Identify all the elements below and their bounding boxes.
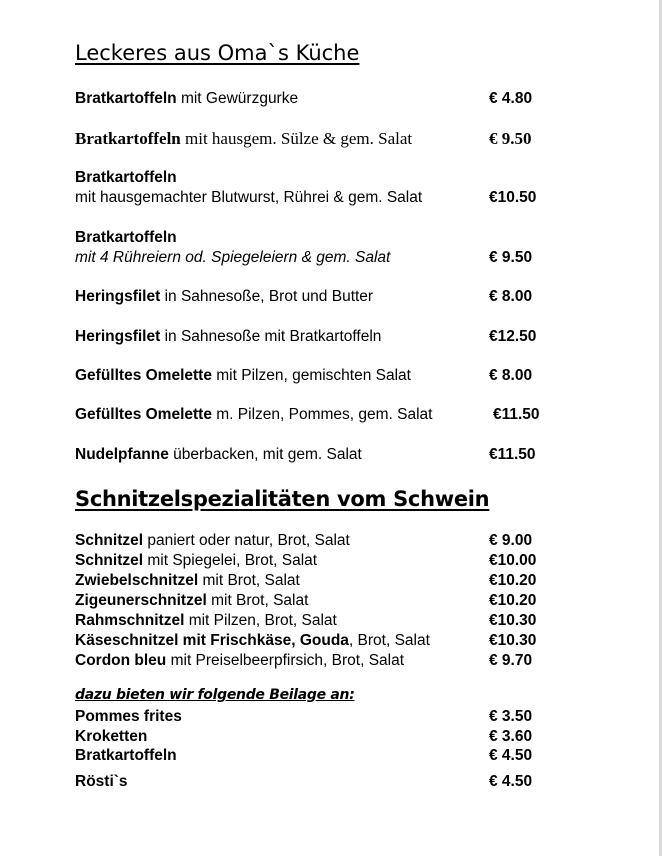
dish-description: mit Brot, Salat xyxy=(206,592,309,609)
dish-name: Heringsfilet xyxy=(75,328,161,345)
dish-name: Bratkartoffeln xyxy=(75,169,177,186)
side-name: Pommes frites xyxy=(75,708,182,725)
dish-description: überbacken, mit gem. Salat xyxy=(168,446,362,463)
side-name: Rösti`s xyxy=(75,773,128,790)
dish-name: Heringsfilet xyxy=(75,288,161,305)
dish-name: Rahmschnitzel xyxy=(75,612,185,629)
side-price: € 4.50 xyxy=(489,773,533,790)
dish-price: € 8.00 xyxy=(489,367,533,384)
dish-price: € 9.50 xyxy=(489,129,532,148)
dish-price: € 8.00 xyxy=(489,288,533,305)
dish-price: €10.30 xyxy=(489,632,537,649)
dish-description: mit Brot, Salat xyxy=(198,572,300,589)
dish-name: Zigeunerschnitzel xyxy=(75,592,207,609)
dish-price: € 9.00 xyxy=(489,532,533,549)
dish-price: €11.50 xyxy=(493,406,540,423)
dish-price: €11.50 xyxy=(489,446,536,463)
dish-description: mit Pilzen, Brot, Salat xyxy=(184,612,337,629)
dish-description: mit Pilzen, gemischten Salat xyxy=(211,367,411,384)
dish-name: Bratkartoffeln xyxy=(75,90,177,107)
menu-item xyxy=(75,445,545,465)
side-item xyxy=(75,707,545,727)
menu-item xyxy=(75,129,545,149)
menu-item xyxy=(75,327,545,347)
side-name: Kroketten xyxy=(75,728,148,745)
dish-description: mit Spiegelei, Brot, Salat xyxy=(143,552,318,569)
dish-name: Schnitzel xyxy=(75,552,144,569)
dish-price: € 4.80 xyxy=(489,90,533,107)
dish-description: in Sahnesoße mit Bratkartoffeln xyxy=(160,328,382,345)
dish-description: , Brot, Salat xyxy=(348,632,430,649)
dish-price: €10.50 xyxy=(489,189,537,206)
dish-name: Zwiebelschnitzel xyxy=(75,572,199,589)
menu-item xyxy=(75,287,545,307)
dish-description: m. Pilzen, Pommes, gem. Salat xyxy=(211,406,433,423)
menu-item xyxy=(75,571,545,591)
dish-name: Gefülltes Omelette xyxy=(75,367,212,384)
dish-description: mit Gewürzgurke xyxy=(176,90,299,107)
dish-description: in Sahnesoße, Brot und Butter xyxy=(160,288,374,305)
dish-price: € 9.70 xyxy=(489,652,533,669)
dish-name: Schnitzel xyxy=(75,532,144,549)
menu-item xyxy=(75,168,545,208)
menu-item xyxy=(75,531,545,551)
dish-name: Käseschnitzel mit Frischkäse, Gouda xyxy=(75,632,349,649)
menu-item xyxy=(75,631,545,651)
menu-item xyxy=(75,366,545,386)
menu-item xyxy=(75,651,545,671)
menu-item xyxy=(75,228,545,268)
dish-name: Gefülltes Omelette xyxy=(75,406,212,423)
menu-item xyxy=(75,591,545,611)
side-price: € 4.50 xyxy=(489,747,533,764)
dish-price: €10.30 xyxy=(489,612,537,629)
dish-price: €10.20 xyxy=(489,592,537,609)
dish-description: mit hausgem. Sülze & gem. Salat xyxy=(180,129,413,148)
dish-price: €10.00 xyxy=(489,552,537,569)
section-title-omas-kueche: Leckeres aus Oma`s Küche xyxy=(75,41,360,65)
side-item xyxy=(75,772,545,792)
dish-price: € 9.50 xyxy=(489,249,533,266)
sides-note: dazu bieten wir folgende Beilage an: xyxy=(75,687,355,703)
menu-item xyxy=(75,551,545,571)
side-item xyxy=(75,746,545,766)
menu-item xyxy=(75,405,545,425)
side-name: Bratkartoffeln xyxy=(75,747,177,764)
dish-price: €10.20 xyxy=(489,572,537,589)
side-price: € 3.60 xyxy=(489,728,533,745)
dish-name: Cordon bleu xyxy=(75,652,167,669)
dish-name: Bratkartoffeln xyxy=(75,229,177,246)
dish-price: €12.50 xyxy=(489,328,537,345)
dish-name: Nudelpfanne xyxy=(75,446,169,463)
menu-item xyxy=(75,89,545,109)
menu-item xyxy=(75,611,545,631)
section-title-schnitzel: Schnitzelspezialitäten vom Schwein xyxy=(75,487,490,511)
dish-description: mit Preiselbeerpfirsich, Brot, Salat xyxy=(166,652,405,669)
side-item xyxy=(75,727,545,747)
dish-description: mit hausgemachter Blutwurst, Rührei & gem. Salat xyxy=(75,189,423,206)
dish-name: Bratkartoffeln xyxy=(75,129,181,148)
dish-description: mit 4 Rühreiern od. Spiegeleiern & gem. Salat xyxy=(75,249,391,266)
side-price: € 3.50 xyxy=(489,708,533,725)
dish-description: paniert oder natur, Brot, Salat xyxy=(143,532,350,549)
